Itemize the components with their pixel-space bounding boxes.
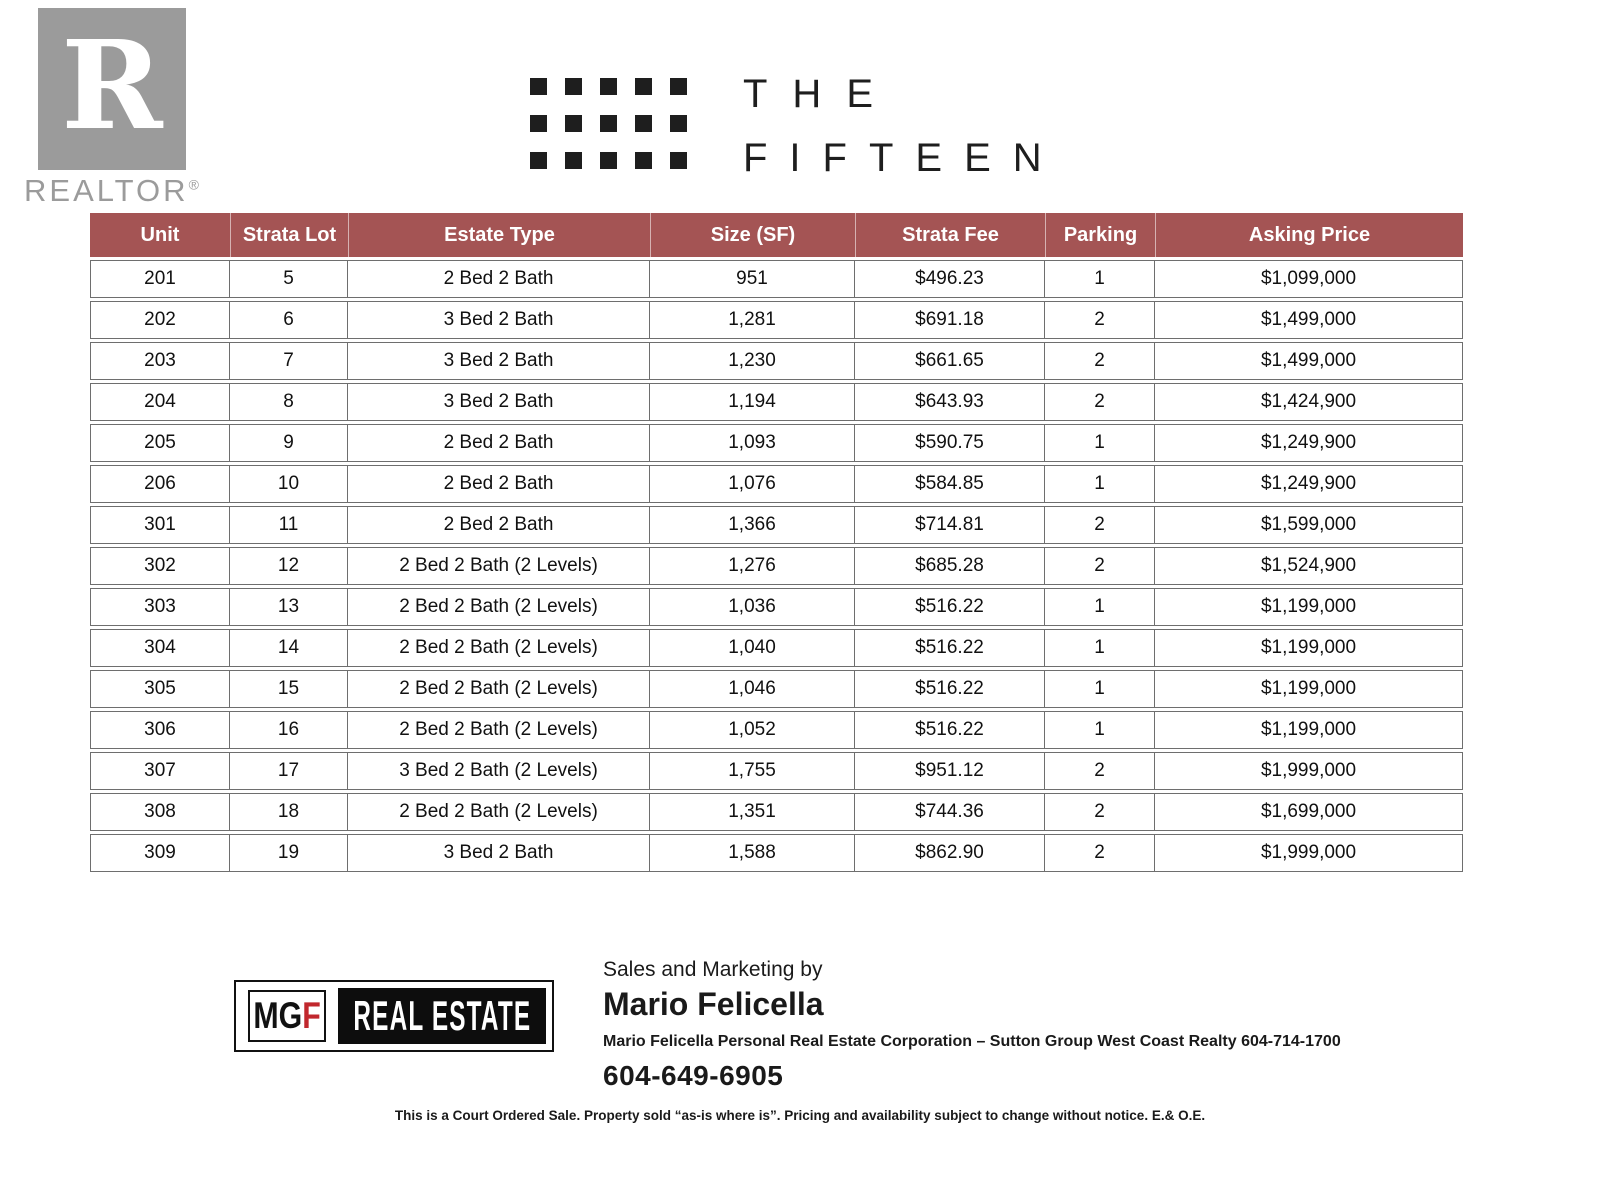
table-cell-asking-price: $1,249,900 bbox=[1155, 465, 1463, 503]
table-cell-parking: 1 bbox=[1045, 711, 1155, 749]
table-cell-estate-type: 2 Bed 2 Bath bbox=[348, 506, 650, 544]
realtor-wordmark bbox=[24, 173, 224, 209]
table-cell-parking: 2 bbox=[1045, 383, 1155, 421]
table-cell-unit: 202 bbox=[90, 301, 230, 339]
table-cell-strata-fee: $643.93 bbox=[855, 383, 1045, 421]
table-cell-size-sf: 1,276 bbox=[650, 547, 855, 585]
grid-square-icon bbox=[670, 78, 687, 95]
table-cell-strata-fee: $496.23 bbox=[855, 260, 1045, 298]
grid-square-icon bbox=[600, 115, 617, 132]
table-cell-asking-price: $1,424,900 bbox=[1155, 383, 1463, 421]
table-cell-estate-type: 3 Bed 2 Bath bbox=[348, 383, 650, 421]
table-cell-strata-lot: 16 bbox=[230, 711, 348, 749]
column-header: Size (SF) bbox=[650, 213, 855, 257]
mgf-real-estate-badge bbox=[338, 988, 546, 1044]
table-cell-parking: 2 bbox=[1045, 547, 1155, 585]
price-table-body bbox=[90, 260, 1463, 872]
table-cell-estate-type: 3 Bed 2 Bath bbox=[348, 301, 650, 339]
column-header: Strata Lot bbox=[230, 213, 348, 257]
table-cell-unit: 204 bbox=[90, 383, 230, 421]
table-cell-unit: 201 bbox=[90, 260, 230, 298]
table-cell-asking-price: $1,499,000 bbox=[1155, 342, 1463, 380]
table-cell-size-sf: 1,588 bbox=[650, 834, 855, 872]
table-cell-estate-type: 2 Bed 2 Bath (2 Levels) bbox=[348, 629, 650, 667]
table-row bbox=[90, 547, 1463, 585]
mgf-monogram bbox=[248, 990, 326, 1042]
mgf-real-estate-logo bbox=[234, 980, 554, 1052]
table-cell-size-sf: 1,040 bbox=[650, 629, 855, 667]
mgf-monogram-text bbox=[253, 995, 320, 1037]
price-table bbox=[90, 210, 1463, 875]
table-cell-estate-type: 2 Bed 2 Bath (2 Levels) bbox=[348, 670, 650, 708]
table-cell-unit: 309 bbox=[90, 834, 230, 872]
realtor-label: REALTOR bbox=[24, 173, 189, 208]
grid-square-icon bbox=[635, 152, 652, 169]
table-cell-strata-lot: 5 bbox=[230, 260, 348, 298]
table-cell-strata-lot: 8 bbox=[230, 383, 348, 421]
table-cell-strata-fee: $516.22 bbox=[855, 711, 1045, 749]
table-cell-strata-lot: 18 bbox=[230, 793, 348, 831]
grid-square-icon bbox=[565, 78, 582, 95]
table-cell-unit: 306 bbox=[90, 711, 230, 749]
table-row bbox=[90, 342, 1463, 380]
fifteen-wordmark-line1: THE bbox=[743, 72, 898, 116]
table-cell-unit: 307 bbox=[90, 752, 230, 790]
table-cell-parking: 1 bbox=[1045, 260, 1155, 298]
table-cell-strata-lot: 12 bbox=[230, 547, 348, 585]
table-cell-unit: 304 bbox=[90, 629, 230, 667]
mgf-real-estate-label: REAL ESTATE bbox=[353, 992, 531, 1039]
table-cell-asking-price: $1,199,000 bbox=[1155, 670, 1463, 708]
table-cell-size-sf: 1,194 bbox=[650, 383, 855, 421]
table-cell-asking-price: $1,199,000 bbox=[1155, 629, 1463, 667]
table-cell-unit: 308 bbox=[90, 793, 230, 831]
table-cell-size-sf: 1,052 bbox=[650, 711, 855, 749]
realtor-r-icon bbox=[38, 8, 186, 170]
table-cell-parking: 2 bbox=[1045, 342, 1155, 380]
grid-square-icon bbox=[635, 115, 652, 132]
table-cell-estate-type: 3 Bed 2 Bath bbox=[348, 834, 650, 872]
table-cell-parking: 1 bbox=[1045, 424, 1155, 462]
disclaimer-text: This is a Court Ordered Sale. Property sold “as-is where is”. Pricing and availability subject to change without notice. E.& O.E. bbox=[394, 1108, 1206, 1123]
table-row bbox=[90, 424, 1463, 462]
agent-info: Mario Felicella Personal Real Estate Corporation – Sutton Group West Coast Realty 604-714-1700 bbox=[603, 1033, 1341, 1050]
table-cell-strata-lot: 14 bbox=[230, 629, 348, 667]
table-cell-strata-lot: 15 bbox=[230, 670, 348, 708]
grid-square-icon bbox=[530, 115, 547, 132]
table-row bbox=[90, 301, 1463, 339]
column-header: Unit bbox=[90, 213, 230, 257]
table-cell-parking: 1 bbox=[1045, 670, 1155, 708]
table-row bbox=[90, 506, 1463, 544]
table-cell-size-sf: 1,281 bbox=[650, 301, 855, 339]
table-cell-strata-fee: $584.85 bbox=[855, 465, 1045, 503]
table-cell-strata-fee: $691.18 bbox=[855, 301, 1045, 339]
table-cell-unit: 205 bbox=[90, 424, 230, 462]
price-table-header bbox=[90, 213, 1463, 257]
table-cell-asking-price: $1,524,900 bbox=[1155, 547, 1463, 585]
grid-square-icon bbox=[530, 152, 547, 169]
contact-block bbox=[603, 958, 1403, 1092]
table-cell-unit: 302 bbox=[90, 547, 230, 585]
table-cell-parking: 1 bbox=[1045, 629, 1155, 667]
table-cell-estate-type: 2 Bed 2 Bath (2 Levels) bbox=[348, 547, 650, 585]
table-cell-parking: 1 bbox=[1045, 465, 1155, 503]
table-cell-strata-fee: $714.81 bbox=[855, 506, 1045, 544]
table-cell-estate-type: 3 Bed 2 Bath (2 Levels) bbox=[348, 752, 650, 790]
grid-square-icon bbox=[600, 78, 617, 95]
table-cell-asking-price: $1,499,000 bbox=[1155, 301, 1463, 339]
table-cell-unit: 203 bbox=[90, 342, 230, 380]
table-cell-parking: 1 bbox=[1045, 588, 1155, 626]
grid-square-icon bbox=[530, 78, 547, 95]
table-cell-strata-lot: 6 bbox=[230, 301, 348, 339]
table-cell-strata-fee: $862.90 bbox=[855, 834, 1045, 872]
table-cell-strata-fee: $744.36 bbox=[855, 793, 1045, 831]
table-cell-strata-lot: 17 bbox=[230, 752, 348, 790]
table-cell-strata-fee: $516.22 bbox=[855, 588, 1045, 626]
agent-name: Mario Felicella bbox=[603, 986, 824, 1022]
table-cell-size-sf: 951 bbox=[650, 260, 855, 298]
table-cell-unit: 305 bbox=[90, 670, 230, 708]
table-cell-strata-lot: 13 bbox=[230, 588, 348, 626]
table-cell-unit: 303 bbox=[90, 588, 230, 626]
grid-square-icon bbox=[635, 78, 652, 95]
table-cell-parking: 2 bbox=[1045, 793, 1155, 831]
fifteen-logo bbox=[530, 72, 1064, 180]
fifteen-wordmark bbox=[743, 72, 1064, 180]
table-cell-asking-price: $1,099,000 bbox=[1155, 260, 1463, 298]
grid-square-icon bbox=[565, 152, 582, 169]
grid-square-icon bbox=[600, 152, 617, 169]
realtor-r-glyph: R bbox=[61, 13, 163, 157]
table-row bbox=[90, 670, 1463, 708]
table-cell-unit: 301 bbox=[90, 506, 230, 544]
table-row bbox=[90, 629, 1463, 667]
table-cell-asking-price: $1,199,000 bbox=[1155, 711, 1463, 749]
grid-square-icon bbox=[565, 115, 582, 132]
table-row bbox=[90, 793, 1463, 831]
table-cell-asking-price: $1,599,000 bbox=[1155, 506, 1463, 544]
table-cell-strata-fee: $590.75 bbox=[855, 424, 1045, 462]
table-cell-estate-type: 2 Bed 2 Bath bbox=[348, 260, 650, 298]
grid-square-icon bbox=[670, 115, 687, 132]
table-cell-estate-type: 2 Bed 2 Bath (2 Levels) bbox=[348, 588, 650, 626]
table-cell-strata-fee: $516.22 bbox=[855, 629, 1045, 667]
table-cell-asking-price: $1,999,000 bbox=[1155, 834, 1463, 872]
grid-square-icon bbox=[670, 152, 687, 169]
table-cell-size-sf: 1,076 bbox=[650, 465, 855, 503]
agent-phone: 604-649-6905 bbox=[603, 1060, 784, 1091]
table-cell-size-sf: 1,036 bbox=[650, 588, 855, 626]
column-header: Strata Fee bbox=[855, 213, 1045, 257]
table-cell-strata-fee: $951.12 bbox=[855, 752, 1045, 790]
column-header: Estate Type bbox=[348, 213, 650, 257]
mgf-mg: MG bbox=[253, 995, 303, 1036]
table-row bbox=[90, 465, 1463, 503]
table-row bbox=[90, 752, 1463, 790]
table-cell-strata-lot: 10 bbox=[230, 465, 348, 503]
table-row bbox=[90, 834, 1463, 872]
table-cell-asking-price: $1,999,000 bbox=[1155, 752, 1463, 790]
table-cell-strata-lot: 11 bbox=[230, 506, 348, 544]
realtor-logo bbox=[24, 8, 224, 209]
table-cell-asking-price: $1,199,000 bbox=[1155, 588, 1463, 626]
table-cell-asking-price: $1,699,000 bbox=[1155, 793, 1463, 831]
table-row bbox=[90, 711, 1463, 749]
table-row bbox=[90, 383, 1463, 421]
table-cell-size-sf: 1,093 bbox=[650, 424, 855, 462]
table-cell-estate-type: 2 Bed 2 Bath (2 Levels) bbox=[348, 793, 650, 831]
mgf-f: F bbox=[302, 995, 321, 1036]
table-cell-estate-type: 2 Bed 2 Bath bbox=[348, 465, 650, 503]
table-cell-parking: 2 bbox=[1045, 301, 1155, 339]
header-row bbox=[90, 213, 1463, 257]
table-row bbox=[90, 260, 1463, 298]
table-cell-estate-type: 2 Bed 2 Bath bbox=[348, 424, 650, 462]
table-cell-strata-lot: 7 bbox=[230, 342, 348, 380]
table-cell-strata-fee: $516.22 bbox=[855, 670, 1045, 708]
table-cell-size-sf: 1,755 bbox=[650, 752, 855, 790]
table-cell-parking: 2 bbox=[1045, 834, 1155, 872]
table-row bbox=[90, 588, 1463, 626]
table-cell-asking-price: $1,249,900 bbox=[1155, 424, 1463, 462]
table-cell-estate-type: 2 Bed 2 Bath (2 Levels) bbox=[348, 711, 650, 749]
table-cell-size-sf: 1,351 bbox=[650, 793, 855, 831]
table-cell-strata-fee: $661.65 bbox=[855, 342, 1045, 380]
table-cell-size-sf: 1,366 bbox=[650, 506, 855, 544]
table-cell-size-sf: 1,230 bbox=[650, 342, 855, 380]
fifteen-grid-icon bbox=[530, 78, 687, 169]
column-header: Asking Price bbox=[1155, 213, 1463, 257]
fifteen-wordmark-line2: FIFTEEN bbox=[743, 136, 1064, 180]
table-cell-strata-lot: 19 bbox=[230, 834, 348, 872]
table-cell-size-sf: 1,046 bbox=[650, 670, 855, 708]
table-cell-parking: 2 bbox=[1045, 752, 1155, 790]
sales-by-label: Sales and Marketing by bbox=[603, 958, 823, 981]
table-cell-strata-fee: $685.28 bbox=[855, 547, 1045, 585]
registered-trademark-icon: ® bbox=[188, 176, 199, 193]
table-cell-strata-lot: 9 bbox=[230, 424, 348, 462]
table-cell-estate-type: 3 Bed 2 Bath bbox=[348, 342, 650, 380]
column-header: Parking bbox=[1045, 213, 1155, 257]
table-cell-parking: 2 bbox=[1045, 506, 1155, 544]
table-cell-unit: 206 bbox=[90, 465, 230, 503]
